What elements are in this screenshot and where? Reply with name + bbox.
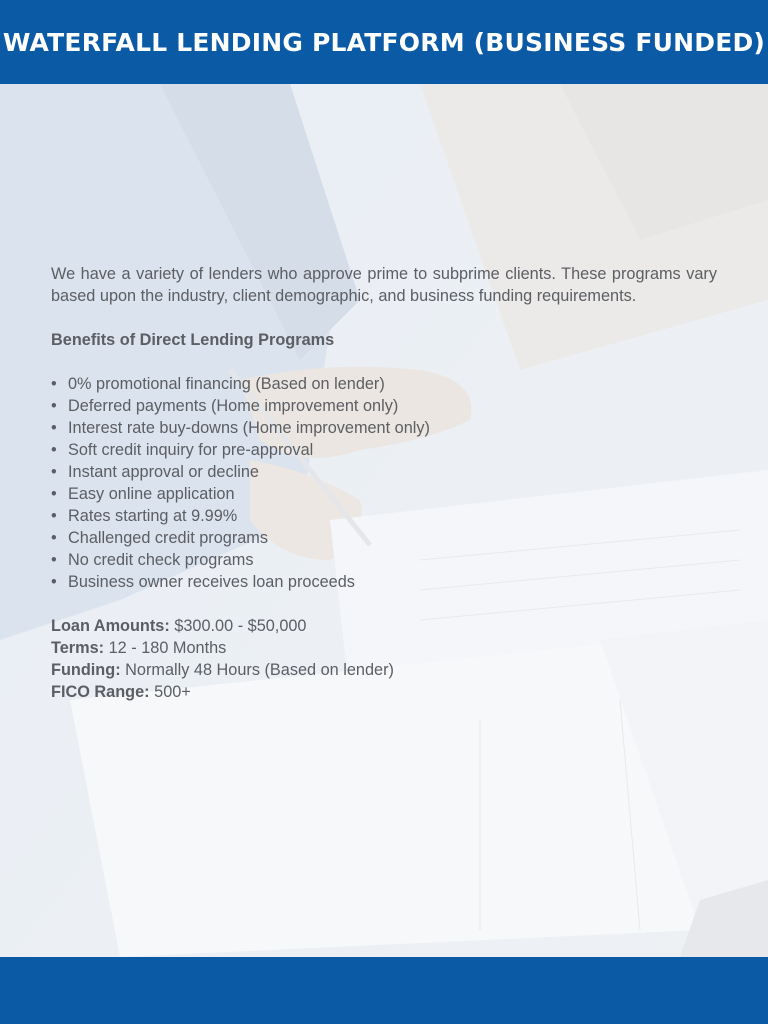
intro-paragraph: We have a variety of lenders who approve prime to subprime clients. These programs vary based upon the industry, client demographic, and business funding requirements. — [51, 265, 717, 305]
loan-amounts-row — [51, 615, 717, 637]
list-item: • Instant approval or decline — [51, 463, 259, 481]
fico-label: FICO Range: — [51, 683, 150, 701]
list-item: • Interest rate buy-downs (Home improvement only) — [51, 419, 430, 437]
bullet-icon: • — [51, 485, 57, 503]
bullet-icon: • — [51, 529, 57, 547]
bullet-icon: • — [51, 573, 57, 591]
funding-row — [51, 659, 717, 681]
bullet-icon: • — [51, 375, 57, 393]
funding-value: Normally 48 Hours (Based on lender) — [125, 661, 394, 679]
loan-amounts-value: $300.00 - $50,000 — [174, 617, 307, 635]
terms-row — [51, 637, 717, 659]
loan-amounts-label: Loan Amounts: — [51, 617, 170, 635]
fico-row — [51, 681, 717, 703]
benefits-heading: Benefits of Direct Lending Programs — [51, 331, 335, 349]
terms-label: Terms: — [51, 639, 105, 657]
loan-details — [51, 615, 717, 703]
bullet-icon: • — [51, 507, 57, 525]
page-header — [0, 0, 768, 84]
list-item: • Rates starting at 9.99% — [51, 507, 238, 525]
list-item: • No credit check programs — [51, 551, 254, 569]
terms-value: 12 - 180 Months — [108, 639, 227, 657]
benefits-list — [51, 373, 717, 593]
list-item: • Business owner receives loan proceeds — [51, 573, 355, 591]
list-item: • Soft credit inquiry for pre-approval — [51, 441, 314, 459]
page-title: WATERFALL LENDING PLATFORM (BUSINESS FUNDED) — [2, 27, 766, 57]
list-item: • Deferred payments (Home improvement only) — [51, 397, 399, 415]
main-content — [51, 263, 717, 703]
list-item: • Challenged credit programs — [51, 529, 269, 547]
list-item: • 0% promotional financing (Based on lender) — [51, 375, 385, 393]
bullet-icon: • — [51, 463, 57, 481]
fico-value: 500+ — [154, 683, 191, 701]
bullet-icon: • — [51, 397, 57, 415]
funding-label: Funding: — [51, 661, 121, 679]
bullet-icon: • — [51, 441, 57, 459]
bullet-icon: • — [51, 419, 57, 437]
list-item: • Easy online application — [51, 485, 235, 503]
bullet-icon: • — [51, 551, 57, 569]
page-footer — [0, 957, 768, 1024]
